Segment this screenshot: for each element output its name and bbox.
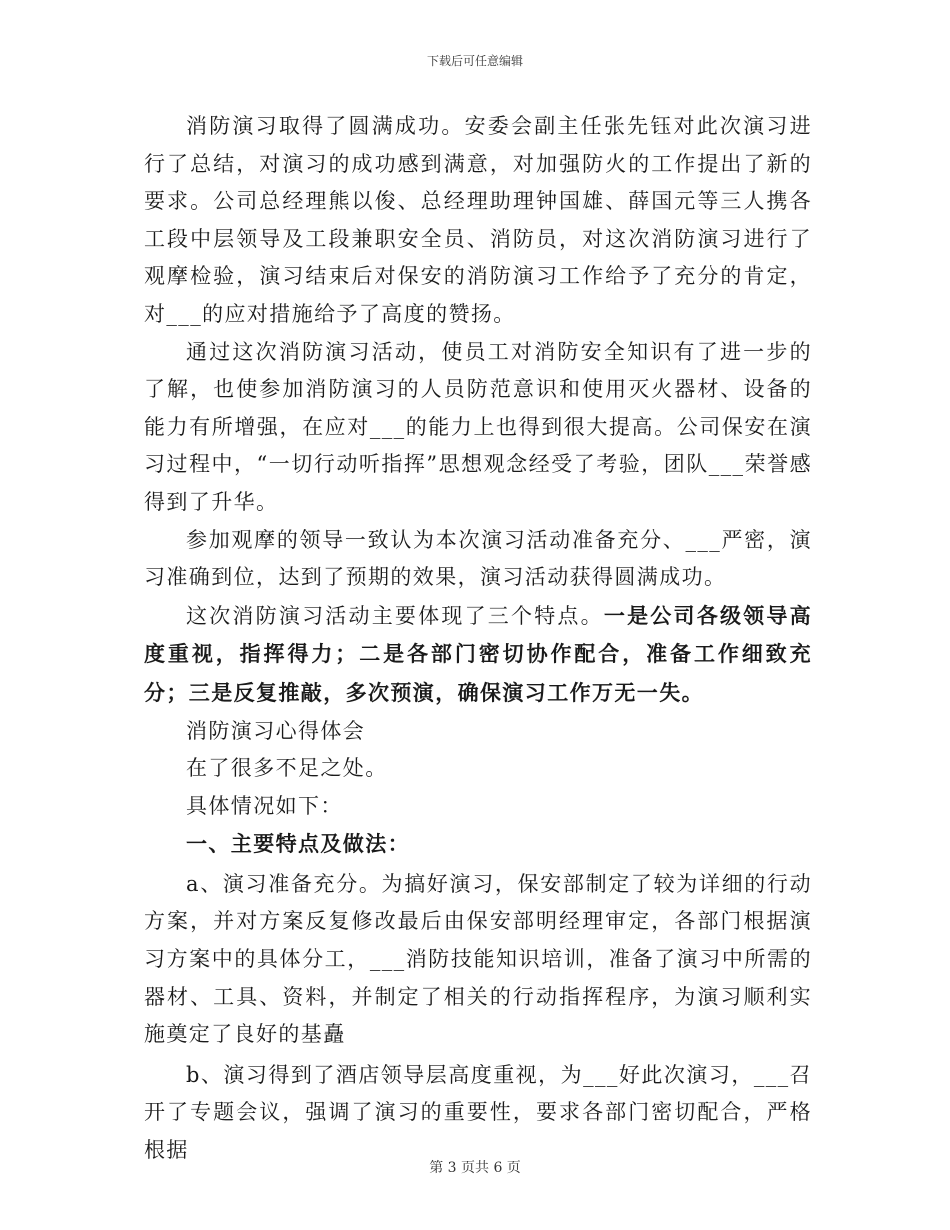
paragraph-three-features — [144, 597, 812, 713]
page-footer: 第 3 页共 6 页 — [429, 1160, 521, 1176]
paragraph-drill-summary: 消防演习取得了圆满成功。安委会副主任张先钰对此次演习进行了总结，对演习的成功感到满意，对加强防火的工作提出了新的要求。公司总经理熊以俊、总经理助理钟国雄、薛国元等三人携各工段中层领导及工段兼职安全员、消防员，对这次消防演习进行了观摩检验，演习结束后对保安的消防演习工作给予了充分的肯定，对___的应对措施给予了高度的赞扬。 — [144, 114, 812, 326]
line-shortcomings: 在了很多不足之处。 — [186, 756, 388, 781]
features-lead-text: 这次消防演习活动主要体现了三个特点。 — [186, 603, 604, 628]
page-header: 下载后可任意编辑 — [426, 54, 523, 68]
list-item-a: a、演习准备充分。为搞好演习，保安部制定了较为详细的行动方案，并对方案反复修改最后由保安部明经理审定，各部门根据演习方案中的具体分工，___消防技能知识培训，准备了演习中所需的器材、工具、资料，并制定了相关的行动指挥程序，为演习顺利实施奠定了良好的基矗 — [144, 871, 812, 1047]
document-body — [144, 108, 812, 1170]
line-details-intro: 具体情况如下： — [186, 793, 343, 818]
list-item-b: b、演习得到了酒店领导层高度重视，为___好此次演习，___召开了专题会议，强调了演习的重要性，要求各部门密切配合，严格根据 — [144, 1062, 812, 1163]
section-heading: 一、主要特点及做法： — [186, 831, 410, 857]
line-title: 消防演习心得体会 — [186, 718, 366, 743]
paragraph-drill-effects: 通过这次消防演习活动，使员工对消防安全知识有了进一步的了解，也使参加消防演习的人员防范意识和使用灭火器材、设备的能力有所增强，在应对___的能力上也得到很大提高。公司保安在演习过程中，“一切行动听指挥”思想观念经受了考验，团队___荣誉感得到了升华。 — [144, 339, 812, 514]
features-bold-text: 一是公司各级领导高度重视，指挥得力；二是各部门密切协作配合，准备工作细致充分；三是反复推敲，多次预演，确保演习工作万无一失。 — [144, 602, 812, 705]
paragraph-leaders-opinion: 参加观摩的领导一致认为本次演习活动准备充分、___严密，演习准确到位，达到了预期的效果，演习活动获得圆满成功。 — [144, 527, 812, 590]
